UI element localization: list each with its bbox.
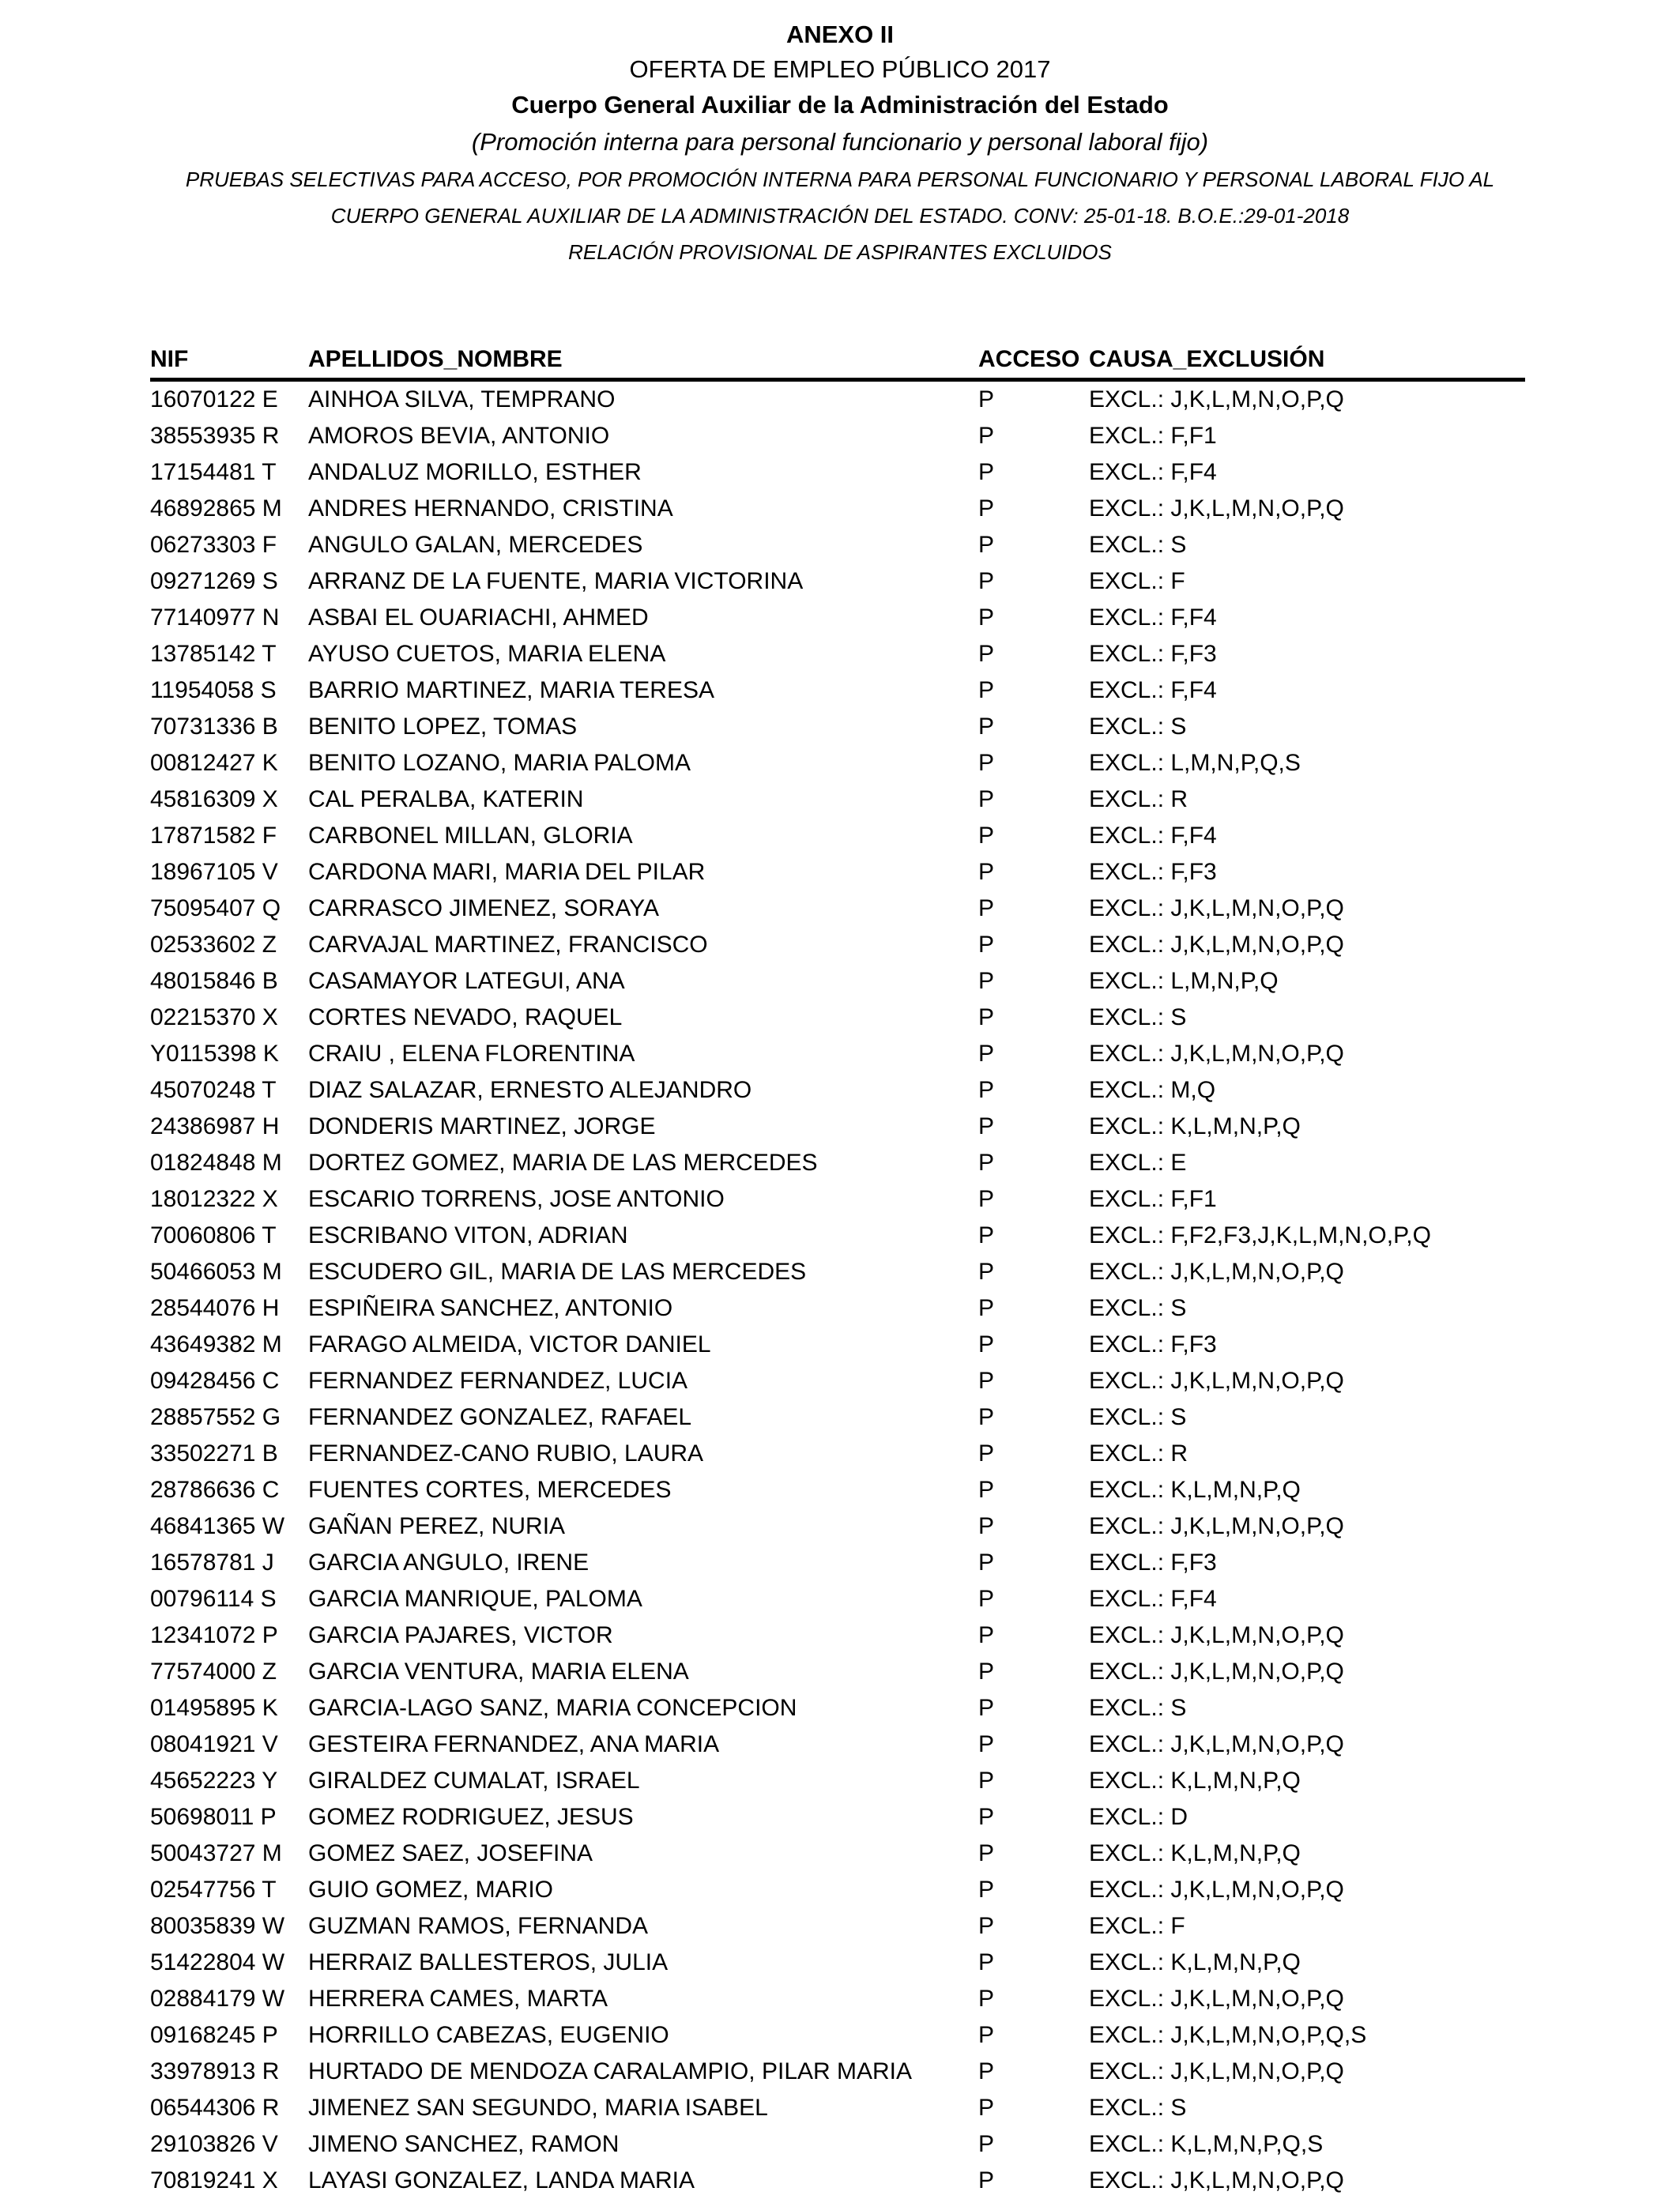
cell-name: CAL PERALBA, KATERIN — [308, 786, 584, 812]
cell-nif: 70731336 B — [150, 714, 278, 740]
cell-exclusion-cause: EXCL.: R — [1089, 1440, 1188, 1467]
cell-name: GARCIA ANGULO, IRENE — [308, 1549, 590, 1576]
cell-nif: 45070248 T — [150, 1077, 277, 1103]
cell-nif: 01824848 M — [150, 1150, 282, 1176]
cell-name: FERNANDEZ GONZALEZ, RAFAEL — [308, 1404, 692, 1430]
cell-name: JIMENEZ SAN SEGUNDO, MARIA ISABEL — [308, 2095, 768, 2121]
cell-name: ANDRES HERNANDO, CRISTINA — [308, 495, 673, 522]
cell-access: P — [978, 1586, 995, 1612]
cell-exclusion-cause: EXCL.: J,K,L,M,N,O,P,Q — [1089, 1731, 1344, 1757]
cell-exclusion-cause: EXCL.: F,F4 — [1089, 1586, 1217, 1612]
cell-exclusion-cause: EXCL.: F — [1089, 568, 1185, 594]
cell-exclusion-cause: EXCL.: E — [1089, 1150, 1187, 1176]
cell-exclusion-cause: EXCL.: F,F3 — [1089, 1331, 1217, 1357]
cell-access: P — [978, 1840, 995, 1866]
table-row — [150, 2126, 1525, 2163]
cell-name: ESPIÑEIRA SANCHEZ, ANTONIO — [308, 1295, 673, 1321]
cell-nif: 06273303 F — [150, 532, 277, 558]
cell-nif: 33502271 B — [150, 1440, 278, 1467]
table-row — [150, 418, 1525, 454]
cell-access: P — [978, 386, 995, 412]
table-row — [150, 1363, 1525, 1399]
cell-nif: 00796114 S — [150, 1586, 277, 1612]
table-row — [150, 1617, 1525, 1654]
cell-nif: 51422804 W — [150, 1949, 285, 1975]
table-row — [150, 1872, 1525, 1908]
cell-nif: 50466053 M — [150, 1259, 282, 1285]
table-row — [150, 709, 1525, 745]
cell-exclusion-cause: EXCL.: J,K,L,M,N,O,P,Q — [1089, 495, 1344, 522]
cell-exclusion-cause: EXCL.: F,F3 — [1089, 1549, 1217, 1576]
cell-nif: 02215370 X — [150, 1004, 278, 1030]
cell-exclusion-cause: EXCL.: J,K,L,M,N,O,P,Q — [1089, 1659, 1344, 1685]
cell-access: P — [978, 895, 995, 921]
table-row — [150, 1472, 1525, 1508]
cell-exclusion-cause: EXCL.: S — [1089, 1004, 1187, 1030]
offer-title: OFERTA DE EMPLEO PÚBLICO 2017 — [629, 55, 1051, 83]
cell-access: P — [978, 1004, 995, 1030]
cell-access: P — [978, 641, 995, 667]
cell-name: DORTEZ GOMEZ, MARIA DE LAS MERCEDES — [308, 1150, 818, 1176]
cell-exclusion-cause: EXCL.: K,L,M,N,P,Q — [1089, 1840, 1301, 1866]
cell-access: P — [978, 2058, 995, 2084]
cell-nif: 28786636 C — [150, 1477, 280, 1503]
cell-nif: 46892865 M — [150, 495, 282, 522]
cell-name: HERRAIZ BALLESTEROS, JULIA — [308, 1949, 669, 1975]
cell-exclusion-cause: EXCL.: F — [1089, 1913, 1185, 1939]
cell-access: P — [978, 1695, 995, 1721]
cell-access: P — [978, 1477, 995, 1503]
cell-exclusion-cause: EXCL.: F,F4 — [1089, 823, 1217, 849]
cell-exclusion-cause: EXCL.: J,K,L,M,N,O,P,Q — [1089, 386, 1344, 412]
cell-name: GOMEZ RODRIGUEZ, JESUS — [308, 1804, 634, 1830]
document-header — [0, 17, 1680, 270]
cell-name: ANDALUZ MORILLO, ESTHER — [308, 459, 642, 485]
cell-exclusion-cause: EXCL.: K,L,M,N,P,Q — [1089, 1477, 1301, 1503]
cell-nif: 77140977 N — [150, 604, 280, 631]
table-row — [150, 2163, 1525, 2199]
cell-exclusion-cause: EXCL.: F,F2,F3,J,K,L,M,N,O,P,Q — [1089, 1222, 1431, 1248]
cell-access: P — [978, 1404, 995, 1430]
cell-name: GESTEIRA FERNANDEZ, ANA MARIA — [308, 1731, 720, 1757]
cell-exclusion-cause: EXCL.: F,F3 — [1089, 859, 1217, 885]
cell-access: P — [978, 532, 995, 558]
cell-nif: 24386987 H — [150, 1113, 280, 1139]
cell-name: GARCIA-LAGO SANZ, MARIA CONCEPCION — [308, 1695, 797, 1721]
cell-name: GIRALDEZ CUMALAT, ISRAEL — [308, 1768, 640, 1794]
table-row — [150, 563, 1525, 600]
cell-nif: 11954058 S — [150, 677, 277, 703]
cell-access: P — [978, 1659, 995, 1685]
cell-nif: 50698011 P — [150, 1804, 277, 1830]
cell-nif: 33978913 R — [150, 2058, 280, 2084]
cell-nif: 02547756 T — [150, 1877, 277, 1903]
annex-title: ANEXO II — [785, 21, 895, 48]
cell-nif: 29103826 V — [150, 2131, 278, 2157]
cell-access: P — [978, 823, 995, 849]
cell-exclusion-cause: EXCL.: K,L,M,N,P,Q,S — [1089, 2131, 1324, 2157]
table-row — [150, 454, 1525, 491]
cell-nif: 06544306 R — [150, 2095, 280, 2121]
cell-name: DIAZ SALAZAR, ERNESTO ALEJANDRO — [308, 1077, 752, 1103]
cell-access: P — [978, 859, 995, 885]
table-row — [150, 1945, 1525, 1981]
cell-name: AYUSO CUETOS, MARIA ELENA — [308, 641, 666, 667]
table-row — [150, 891, 1525, 927]
cell-nif: 01495895 K — [150, 1695, 278, 1721]
cell-name: BARRIO MARTINEZ, MARIA TERESA — [308, 677, 714, 703]
cell-access: P — [978, 677, 995, 703]
cell-name: ARRANZ DE LA FUENTE, MARIA VICTORINA — [308, 568, 804, 594]
table-row — [150, 2054, 1525, 2090]
table-row — [150, 1690, 1525, 1726]
cell-exclusion-cause: EXCL.: S — [1089, 1404, 1187, 1430]
cell-exclusion-cause: EXCL.: J,K,L,M,N,O,P,Q — [1089, 895, 1344, 921]
cell-nif: 16070122 E — [150, 386, 278, 412]
cell-nif: 45652223 Y — [150, 1768, 278, 1794]
cell-nif: 48015846 B — [150, 968, 278, 994]
cell-exclusion-cause: EXCL.: J,K,L,M,N,O,P,Q — [1089, 2058, 1344, 2084]
table-row — [150, 2017, 1525, 2054]
cell-exclusion-cause: EXCL.: M,Q — [1089, 1077, 1216, 1103]
promotion-subtitle: (Promoción interna para personal funcionario y personal laboral fijo) — [471, 128, 1209, 156]
cell-access: P — [978, 1913, 995, 1939]
cell-name: HERRERA CAMES, MARTA — [308, 1986, 608, 2012]
cell-access: P — [978, 2022, 995, 2048]
cell-access: P — [978, 786, 995, 812]
table-row — [150, 963, 1525, 1000]
cell-access: P — [978, 1949, 995, 1975]
column-header-exclusion-cause: CAUSA_EXCLUSIÓN — [1089, 346, 1325, 372]
cell-exclusion-cause: EXCL.: J,K,L,M,N,O,P,Q — [1089, 2167, 1344, 2193]
table-row — [150, 1545, 1525, 1581]
table-row — [150, 1981, 1525, 2017]
cell-access: P — [978, 495, 995, 522]
cell-name: ESCUDERO GIL, MARIA DE LAS MERCEDES — [308, 1259, 807, 1285]
table-row — [150, 1145, 1525, 1181]
cell-exclusion-cause: EXCL.: K,L,M,N,P,Q — [1089, 1949, 1301, 1975]
cell-access: P — [978, 1768, 995, 1794]
cell-name: DONDERIS MARTINEZ, JORGE — [308, 1113, 656, 1139]
cell-name: FERNANDEZ FERNANDEZ, LUCIA — [308, 1368, 688, 1394]
cell-name: CRAIU , ELENA FLORENTINA — [308, 1041, 635, 1067]
cell-name: HURTADO DE MENDOZA CARALAMPIO, PILAR MARIA — [308, 2058, 913, 2084]
cell-access: P — [978, 1877, 995, 1903]
cell-access: P — [978, 1222, 995, 1248]
cell-nif: 00812427 K — [150, 750, 278, 776]
cell-nif: 50043727 M — [150, 1840, 282, 1866]
cell-access: P — [978, 459, 995, 485]
table-row — [150, 781, 1525, 818]
cell-nif: 02884179 W — [150, 1986, 285, 2012]
cell-access: P — [978, 932, 995, 958]
cell-name: CORTES NEVADO, RAQUEL — [308, 1004, 623, 1030]
tests-description-line-2: CUERPO GENERAL AUXILIAR DE LA ADMINISTRACIÓN DEL ESTADO. CONV: 25-01-18. B.O.E.:29-01-2018 — [330, 204, 1350, 228]
cell-nif: Y0115398 K — [150, 1041, 279, 1067]
table-row — [150, 1654, 1525, 1690]
cell-nif: 09271269 S — [150, 568, 278, 594]
table-row — [150, 1290, 1525, 1327]
cell-exclusion-cause: EXCL.: F,F3 — [1089, 641, 1217, 667]
cell-name: HORRILLO CABEZAS, EUGENIO — [308, 2022, 669, 2048]
cell-name: LAYASI GONZALEZ, LANDA MARIA — [308, 2167, 695, 2193]
cell-exclusion-cause: EXCL.: J,K,L,M,N,O,P,Q — [1089, 1513, 1344, 1539]
cell-name: BENITO LOPEZ, TOMAS — [308, 714, 578, 740]
cell-exclusion-cause: EXCL.: S — [1089, 714, 1187, 740]
column-header-nif: NIF — [150, 346, 189, 372]
table-row — [150, 2090, 1525, 2126]
cell-name: CARDONA MARI, MARIA DEL PILAR — [308, 859, 706, 885]
cell-exclusion-cause: EXCL.: S — [1089, 1695, 1187, 1721]
cell-nif: 28857552 G — [150, 1404, 281, 1430]
cell-access: P — [978, 1440, 995, 1467]
cell-nif: 17871582 F — [150, 823, 277, 849]
table-row — [150, 1908, 1525, 1945]
cell-access: P — [978, 1041, 995, 1067]
cell-nif: 16578781 J — [150, 1549, 274, 1576]
cell-nif: 13785142 T — [150, 641, 277, 667]
cell-nif: 75095407 Q — [150, 895, 281, 921]
cell-nif: 17154481 T — [150, 459, 277, 485]
cell-exclusion-cause: EXCL.: J,K,L,M,N,O,P,Q — [1089, 1622, 1344, 1648]
cell-access: P — [978, 2131, 995, 2157]
table-row — [150, 491, 1525, 527]
table-row — [150, 1399, 1525, 1436]
table-row — [150, 636, 1525, 672]
cell-name: GARCIA VENTURA, MARIA ELENA — [308, 1659, 689, 1685]
cell-name: CASAMAYOR LATEGUI, ANA — [308, 968, 625, 994]
cell-name: AMOROS BEVIA, ANTONIO — [308, 423, 610, 449]
cell-exclusion-cause: EXCL.: D — [1089, 1804, 1188, 1830]
cell-exclusion-cause: EXCL.: F,F4 — [1089, 459, 1217, 485]
cell-nif: 45816309 X — [150, 786, 278, 812]
table-row — [150, 1036, 1525, 1072]
excluded-applicants-table — [150, 341, 1525, 2199]
cell-name: GARCIA PAJARES, VICTOR — [308, 1622, 613, 1648]
cell-access: P — [978, 1077, 995, 1103]
cell-exclusion-cause: EXCL.: J,K,L,M,N,O,P,Q — [1089, 1368, 1344, 1394]
column-header-access: ACCESO — [978, 346, 1080, 372]
cell-exclusion-cause: EXCL.: F,F4 — [1089, 677, 1217, 703]
cell-exclusion-cause: EXCL.: F,F1 — [1089, 423, 1217, 449]
cell-exclusion-cause: EXCL.: R — [1089, 786, 1188, 812]
table-row — [150, 672, 1525, 709]
cell-name: GOMEZ SAEZ, JOSEFINA — [308, 1840, 593, 1866]
cell-exclusion-cause: EXCL.: J,K,L,M,N,O,P,Q,S — [1089, 2022, 1367, 2048]
cell-exclusion-cause: EXCL.: J,K,L,M,N,O,P,Q — [1089, 1041, 1344, 1067]
table-row — [150, 1799, 1525, 1836]
cell-exclusion-cause: EXCL.: F,F1 — [1089, 1186, 1217, 1212]
cell-access: P — [978, 1259, 995, 1285]
cell-nif: 09428456 C — [150, 1368, 280, 1394]
cell-exclusion-cause: EXCL.: L,M,N,P,Q,S — [1089, 750, 1301, 776]
table-row — [150, 745, 1525, 781]
table-row — [150, 927, 1525, 963]
cell-access: P — [978, 1331, 995, 1357]
cell-exclusion-cause: EXCL.: J,K,L,M,N,O,P,Q — [1089, 1259, 1344, 1285]
cell-nif: 70819241 X — [150, 2167, 278, 2193]
cell-name: GAÑAN PEREZ, NURIA — [308, 1513, 566, 1539]
cell-access: P — [978, 568, 995, 594]
cell-access: P — [978, 1295, 995, 1321]
cell-name: BENITO LOZANO, MARIA PALOMA — [308, 750, 691, 776]
column-header-name: APELLIDOS_NOMBRE — [308, 346, 563, 372]
table-row — [150, 1763, 1525, 1799]
cell-exclusion-cause: EXCL.: S — [1089, 2095, 1187, 2121]
table-row — [150, 382, 1525, 418]
cell-access: P — [978, 750, 995, 776]
cell-access: P — [978, 1549, 995, 1576]
cell-name: ESCRIBANO VITON, ADRIAN — [308, 1222, 628, 1248]
cell-exclusion-cause: EXCL.: L,M,N,P,Q — [1089, 968, 1279, 994]
cell-name: FERNANDEZ-CANO RUBIO, LAURA — [308, 1440, 704, 1467]
cell-name: JIMENO SANCHEZ, RAMON — [308, 2131, 620, 2157]
cell-name: FUENTES CORTES, MERCEDES — [308, 1477, 672, 1503]
cell-access: P — [978, 2167, 995, 2193]
cell-access: P — [978, 1186, 995, 1212]
cell-access: P — [978, 2095, 995, 2121]
cell-nif: 38553935 R — [150, 423, 280, 449]
cell-access: P — [978, 1731, 995, 1757]
table-row — [150, 1254, 1525, 1290]
cell-name: ANGULO GALAN, MERCEDES — [308, 532, 643, 558]
cell-nif: 70060806 T — [150, 1222, 277, 1248]
relation-title: RELACIÓN PROVISIONAL DE ASPIRANTES EXCLUIDOS — [568, 240, 1112, 264]
cell-access: P — [978, 1368, 995, 1394]
cell-exclusion-cause: EXCL.: K,L,M,N,P,Q — [1089, 1768, 1301, 1794]
cell-access: P — [978, 1150, 995, 1176]
cell-access: P — [978, 1986, 995, 2012]
table-row — [150, 818, 1525, 854]
cell-name: CARRASCO JIMENEZ, SORAYA — [308, 895, 659, 921]
table-row — [150, 1000, 1525, 1036]
cell-nif: 80035839 W — [150, 1913, 285, 1939]
cell-name: GUIO GOMEZ, MARIO — [308, 1877, 554, 1903]
table-row — [150, 1508, 1525, 1545]
cell-name: CARVAJAL MARTINEZ, FRANCISCO — [308, 932, 708, 958]
table-body — [150, 382, 1525, 2199]
table-row — [150, 1836, 1525, 1872]
cell-nif: 46841365 W — [150, 1513, 285, 1539]
cell-exclusion-cause: EXCL.: S — [1089, 532, 1187, 558]
table-row — [150, 1436, 1525, 1472]
cell-access: P — [978, 1513, 995, 1539]
cell-exclusion-cause: EXCL.: J,K,L,M,N,O,P,Q — [1089, 932, 1344, 958]
table-row — [150, 1726, 1525, 1763]
cell-exclusion-cause: EXCL.: F,F4 — [1089, 604, 1217, 631]
cell-nif: 09168245 P — [150, 2022, 278, 2048]
table-header — [150, 341, 1525, 382]
cell-nif: 28544076 H — [150, 1295, 280, 1321]
cell-nif: 18967105 V — [150, 859, 278, 885]
cell-name: AINHOA SILVA, TEMPRANO — [308, 386, 616, 412]
table-row — [150, 1072, 1525, 1109]
cell-exclusion-cause: EXCL.: J,K,L,M,N,O,P,Q — [1089, 1986, 1344, 2012]
table-row — [150, 1181, 1525, 1218]
cell-exclusion-cause: EXCL.: S — [1089, 1295, 1187, 1321]
table-row — [150, 1109, 1525, 1145]
table-row — [150, 1581, 1525, 1617]
tests-description-line-1: PRUEBAS SELECTIVAS PARA ACCESO, POR PROMOCIÓN INTERNA PARA PERSONAL FUNCIONARIO Y PERSONAL LABORAL FIJO AL — [185, 168, 1495, 191]
cell-nif: 12341072 P — [150, 1622, 278, 1648]
cell-access: P — [978, 604, 995, 631]
cell-name: FARAGO ALMEIDA, VICTOR DANIEL — [308, 1331, 711, 1357]
cell-nif: 43649382 M — [150, 1331, 282, 1357]
cell-name: GARCIA MANRIQUE, PALOMA — [308, 1586, 642, 1612]
cell-nif: 77574000 Z — [150, 1659, 277, 1685]
table-row — [150, 600, 1525, 636]
cell-access: P — [978, 968, 995, 994]
table-row — [150, 854, 1525, 891]
cell-exclusion-cause: EXCL.: K,L,M,N,P,Q — [1089, 1113, 1301, 1139]
cell-access: P — [978, 714, 995, 740]
cell-access: P — [978, 1804, 995, 1830]
cell-nif: 08041921 V — [150, 1731, 278, 1757]
cell-nif: 02533602 Z — [150, 932, 277, 958]
cell-nif: 18012322 X — [150, 1186, 278, 1212]
table-row — [150, 1218, 1525, 1254]
table-row — [150, 527, 1525, 563]
body-name: Cuerpo General Auxiliar de la Administración del Estado — [511, 91, 1169, 119]
table-row — [150, 1327, 1525, 1363]
cell-name: ESCARIO TORRENS, JOSE ANTONIO — [308, 1186, 725, 1212]
cell-access: P — [978, 1622, 995, 1648]
cell-exclusion-cause: EXCL.: J,K,L,M,N,O,P,Q — [1089, 1877, 1344, 1903]
cell-access: P — [978, 1113, 995, 1139]
cell-access: P — [978, 423, 995, 449]
cell-name: GUZMAN RAMOS, FERNANDA — [308, 1913, 649, 1939]
cell-name: CARBONEL MILLAN, GLORIA — [308, 823, 633, 849]
cell-name: ASBAI EL OUARIACHI, AHMED — [308, 604, 649, 631]
